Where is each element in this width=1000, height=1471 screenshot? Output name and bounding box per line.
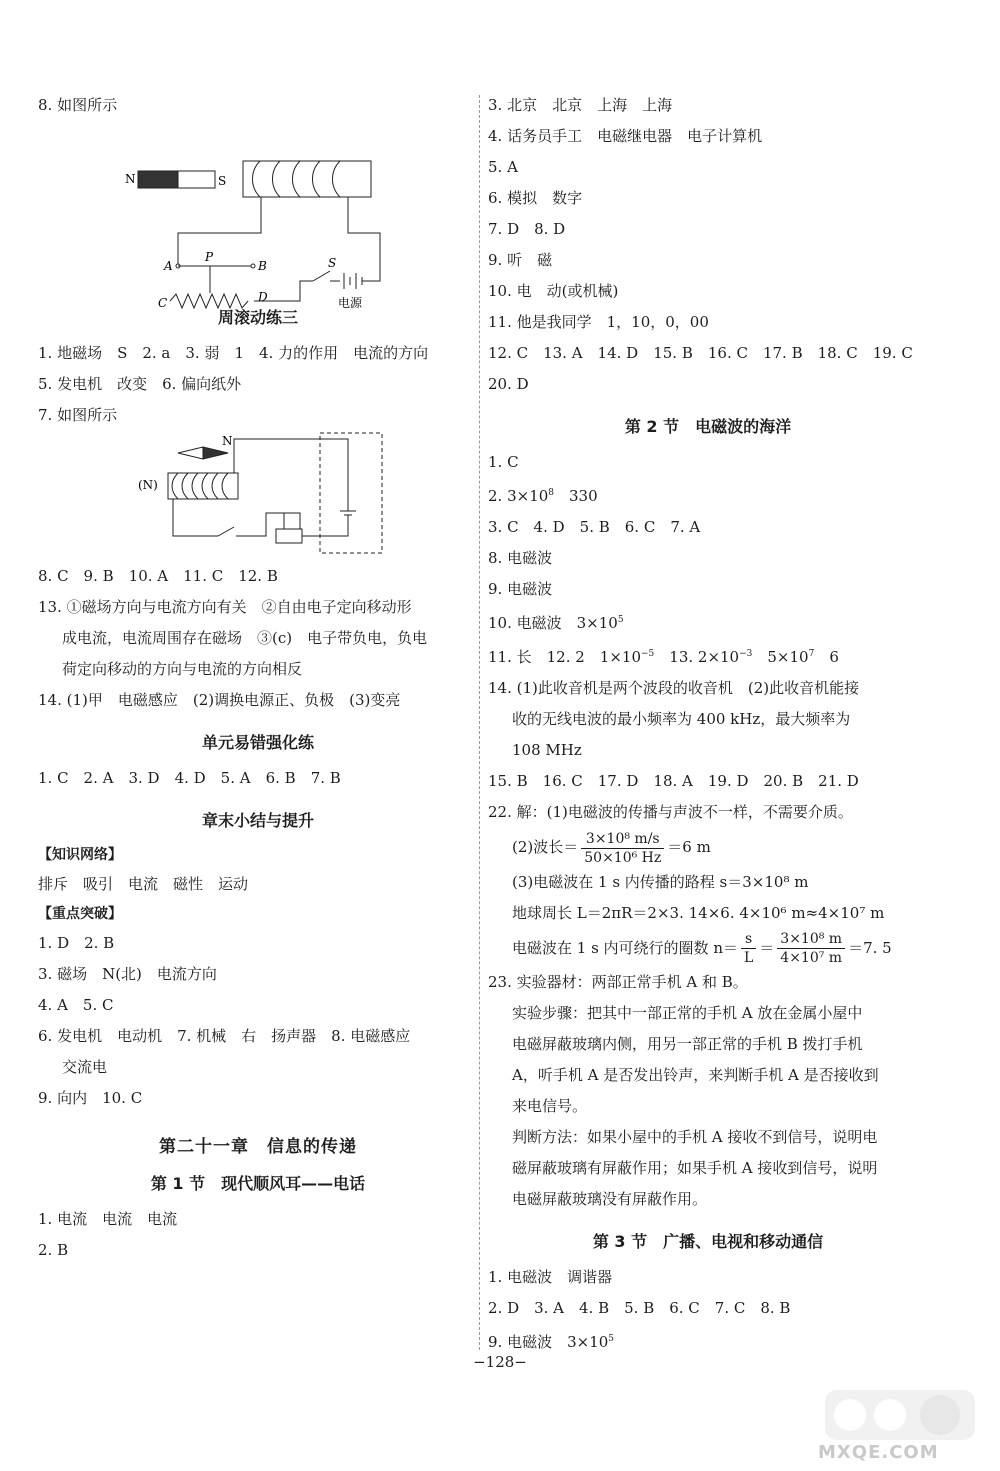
solenoid-circuit-figure	[38, 431, 478, 561]
answer-line: 5. A	[488, 158, 518, 176]
key-points-label: 【重点突破】	[38, 906, 122, 922]
fig2-label-n-paren: (N)	[138, 478, 158, 492]
answer-line: 3. 磁场 N(北) 电流方向	[38, 965, 217, 983]
answer-line: 荷定向移动的方向与电流的方向相反	[62, 660, 303, 678]
answer-line: 地球周长 L＝2πR＝2×3. 14×6. 4×10⁶ m≈4×10⁷ m	[512, 903, 885, 922]
column-divider	[479, 95, 480, 1350]
section-title-guang-bo: 第 3 节 广播、电视和移动通信	[592, 1232, 824, 1251]
answer-line: 电磁屏蔽玻璃没有屏蔽作用。	[512, 1190, 708, 1208]
answer-line: 108 MHz	[512, 741, 582, 759]
section-title-yi-cuo: 单元易错强化练	[201, 733, 314, 752]
fig1-label-c: C	[158, 296, 168, 310]
answer-line: 9. 电磁波	[488, 580, 553, 598]
answer-line: 1. 电磁波 调谐器	[488, 1268, 613, 1286]
answer-line: 1. 电流 电流 电流	[38, 1210, 178, 1228]
answer-line: 磁屏蔽玻璃有屏蔽作用；如果手机 A 接收到信号，说明	[512, 1159, 878, 1177]
section-title-dian-ci-bo: 第 2 节 电磁波的海洋	[624, 417, 792, 436]
answer-line: 11. 他是我同学 1，10，0，00	[488, 313, 709, 331]
answer-line: 15. B 16. C 17. D 18. A 19. D 20. B 21. D	[488, 772, 859, 790]
fig2-label-n: N	[222, 434, 233, 448]
fraction: $\frac{s}{L}$	[741, 930, 756, 967]
fig1-label-n: N	[125, 172, 136, 186]
electromagnet-circuit-figure	[38, 121, 478, 310]
watermark-text: MXQE.COM	[818, 1442, 939, 1463]
answer-line: 4. A 5. C	[38, 996, 114, 1014]
answer-line: 电磁屏蔽玻璃内侧，用另一部正常的手机 B 拨打手机	[512, 1035, 863, 1053]
answer-line: 1. C 2. A 3. D 4. D 5. A 6. B 7. B	[38, 769, 341, 787]
answer-line: 6. 模拟 数字	[488, 189, 583, 207]
answer-line: 5. 发电机 改变 6. 偏向纸外	[38, 375, 242, 393]
answer-line: 10. 电磁波 $3\times 10^5$	[488, 614, 624, 632]
answer-line: 9. 电磁波 $3\times 10^5$	[488, 1333, 615, 1351]
answer-line: 10. 电 动(或机械)	[488, 282, 619, 300]
watermark-logo-icon	[820, 1385, 980, 1445]
answer-line: A，听手机 A 是否发出铃声，来判断手机 A 是否接收到	[512, 1066, 879, 1084]
answer-line: 3. 北京 北京 上海 上海	[488, 96, 673, 114]
chapter-title: 第二十一章 信息的传递	[159, 1137, 357, 1157]
answer-line: 1. D 2. B	[38, 934, 115, 952]
fig1-label-switch: S	[328, 256, 337, 270]
answer-line: 实验步骤：把其中一部正常的手机 A 放在金属小屋中	[512, 1004, 863, 1022]
answer-line: (3)电磁波在 1 s 内传播的路程 s＝3×10⁸ m	[512, 872, 809, 891]
answer-line: 9. 向内 10. C	[38, 1089, 143, 1107]
q8-caption: 8. 如图所示	[38, 96, 118, 114]
fig1-label-power: 电源	[338, 296, 363, 310]
answer-line: 14. (1)此收音机是两个波段的收音机 (2)此收音机能接	[488, 679, 860, 697]
answer-line: 8. 电磁波	[488, 549, 553, 567]
formula-wavelength: (2)波长＝ $\frac{\text{3×10⁸ m/s}}{\text{50×10⁶ Hz}}$ ＝6 m	[512, 830, 711, 866]
section-title-dian-hua: 第 1 节 现代顺风耳——电话	[150, 1174, 366, 1193]
answer-line: 判断方法：如果小屋中的手机 A 接收不到信号，说明电	[512, 1128, 878, 1146]
answer-line: 9. 听 磁	[488, 251, 553, 269]
fig1-label-b: B	[258, 259, 267, 273]
fraction: $\frac{\text{3×10⁸ m/s}}{\text{50×10⁶ Hz}}$	[581, 830, 664, 867]
fraction: $\frac{\text{3×10⁸ m}}{\text{4×10⁷ m}}$	[777, 930, 845, 967]
knowledge-network-label: 【知识网络】	[38, 847, 122, 863]
answer-line: 6. 发电机 电动机 7. 机械 右 扬声器 8. 电磁感应	[38, 1027, 411, 1045]
answer-line: 11. 长 12. 2 $1\times 10^{-5}$ 13. $2\times 10^{-3}$ $5\times 10^7$ 6	[488, 648, 839, 666]
answer-line: 4. 话务员手工 电磁继电器 电子计算机	[488, 127, 763, 145]
answer-line: 2. D 3. A 4. B 5. B 6. C 7. C 8. B	[488, 1299, 791, 1317]
page-number: −128−	[473, 1353, 527, 1371]
answer-line: 14. (1)甲 电磁感应 (2)调换电源正、负极 (3)变亮	[38, 691, 401, 709]
answer-line: 收的无线电波的最小频率为 400 kHz，最大频率为	[512, 710, 851, 728]
fig1-label-d: D	[258, 290, 268, 304]
answer-line: 来电信号。	[512, 1097, 588, 1115]
answer-line: 1. C	[488, 453, 519, 471]
fig1-label-p: P	[205, 250, 214, 264]
right-column	[488, 90, 928, 1358]
left-column	[38, 90, 478, 1266]
answer-line: 23. 实验器材：两部正常手机 A 和 B。	[488, 973, 748, 991]
answer-line: 7. D 8. D	[488, 220, 566, 238]
fig1-label-s: S	[218, 174, 227, 188]
answer-line: 2. B	[38, 1241, 69, 1259]
answer-line: 13. ①磁场方向与电流方向有关 ②自由电子定向移动形	[38, 598, 412, 616]
answer-line: 1. 地磁场 S 2. a 3. 弱 1 4. 力的作用 电流的方向	[38, 344, 429, 362]
answer-line: 7. 如图所示	[38, 406, 118, 424]
answer-line: 8. C 9. B 10. A 11. C 12. B	[38, 567, 278, 585]
answer-line: 排斥 吸引 电流 磁性 运动	[38, 875, 249, 893]
answer-line: 22. 解：(1)电磁波的传播与声波不一样，不需要介质。	[488, 803, 853, 821]
answer-line: 20. D	[488, 375, 529, 393]
answer-line: 12. C 13. A 14. D 15. B 16. C 17. B 18. C 19. C	[488, 344, 913, 362]
fig1-label-a: A	[164, 259, 173, 273]
answer-line: 2. $3\times 10^8$ 330	[488, 487, 598, 505]
formula-laps: 电磁波在 1 s 内可绕行的圈数 n＝ $\frac{s}{L}$ ＝ $\frac{\text{3×10⁸ m}}{\text{4×10⁷ m}}$ ＝7. 5	[512, 931, 892, 966]
answer-line: 成电流，电流周围存在磁场 ③(c) 电子带负电，负电	[62, 629, 428, 647]
section-title-zhang-mo: 章末小结与提升	[201, 811, 314, 830]
section-title-zhou-gun-dong: 周滚动练三	[217, 308, 298, 327]
answer-line: 3. C 4. D 5. B 6. C 7. A	[488, 518, 701, 536]
answer-line: 交流电	[62, 1058, 108, 1076]
